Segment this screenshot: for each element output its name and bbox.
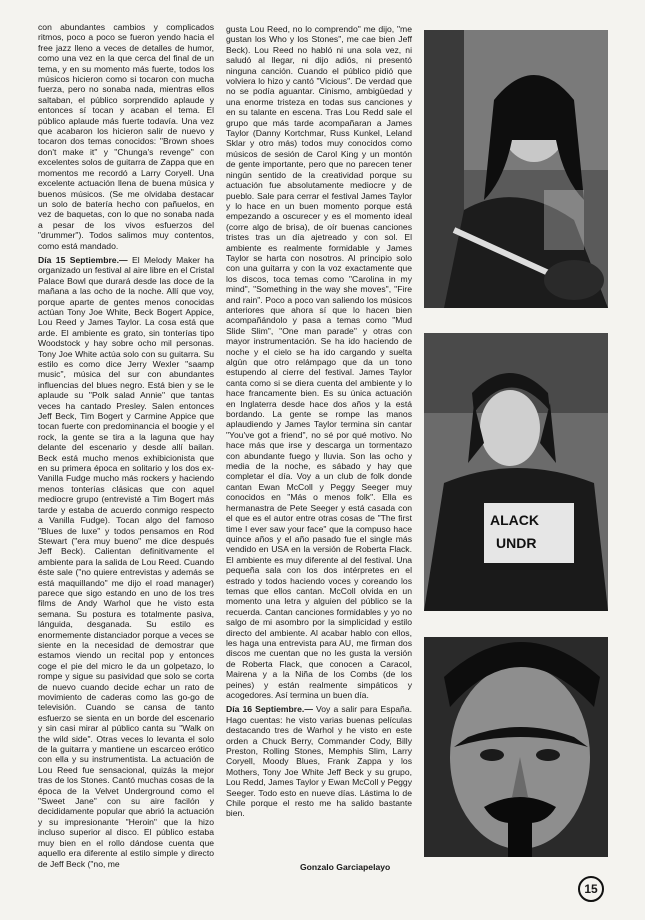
musician-with-guitar-photo xyxy=(424,30,608,308)
paragraph: gusta Lou Reed, no lo comprendo" me dijo, "me gustan los Who y los Stones", me cae bien Jeff Beck). Lou Reed no habló ni una sola vez, ni saludó al llegar, ni dijo adiós, ni presentó ninguna canción. Cuando el público pidió que volviera lo hizo y cantó "Vicious". De verdad que no se podía aguantar. Cinismo, ambigüedad y una enorme tristeza en todas sus canciones y en su talante en escena. Tras Lou Redd sale el grupo que más tarde acompañaran a James Taylor (Danny Kortchmar, Russ Kunkel, Leland Sklar y otro más) todos muy conocidos como músicos de sesión de Carol King y un montón de gente importante, pero que no parecen tener ningún sentido de la creatividad porque su actuación fue absolutamente mediocre y de pueblo. Sale para cerrar el festival James Taylor y lo hace en un buen momento porque está empezando a oscurecer y es el momento ideal (corre algo de brisa), de oír buenas canciones tristes tras un día ajetreado y con sol. El ambiente es realmente formidable y James Taylor se harta con nosotros. Al principio solo con una guitarra y con la voz exactamente que los discos, toca temas como "Carolina in my mind", "Something in the way she moves", "Fire and rain". Poco a poco van saliendo los músicos anteriores que ahora sí que lo hacen bien acompañándolo y pasa a temas como "Mud Slide Slim", "One man parade" y otras con mayor instrumentación. Se ha ido haciendo de noche y el cielo se ha ido cargando y suelta algún que otro relámpago que da un tono estupendo al cierre del festival. James Taylor canta como si se diera cuenta del ambiente y lo hace francamente bien. Es su única actuación en Inglaterra desde hace dos años y la está bordando. La gente se rompe las manos aplaudiendo y James Taylor termina sin cantar "You've got a friend", no sé por qué motivo. No hace más que irse y descarga un tormentazo con abundante fuego y lluvia. Son las ocho y media de la noche, es sábado y hay que completar el día. Voy a un club de folk donde cantan Ewan McColl y Peggy Seeger muy conocidos en "Más o menos folk". Ella es hermanastra de Pete Seeger y está casada con el que es el autor entre otras cosas de "The first time I ever saw your face" que la compuso hace quince años y el año pasado fue el single más vendido en USA en la versión de Roberta Flack. El ambiente es muy diferente al del festival. Una pequeña sala con los dos intérpretes en el estrado y todos haciendo voces y coreando los temas que ellos cantan. McColl olvida en un momento una letra y alguien del público se la recuerda. Cantan canciones formidables y yo no salgo de mi asombro por la simplicidad y estilo directo del ambiente. Al acabar hablo con ellos, les haga una entrevista para AU, me firman dos discos me cuentan que no les gusta la versión de Roberta Flack, que conocen a Caracol, Mairena y a la Niña de los Combs (de los peines) y están realmente simpáticos y acogedores. Así termina un buen día. xyxy=(226,24,412,700)
bearded-man-portrait-photo xyxy=(424,637,608,857)
singer-portrait-photo xyxy=(424,333,608,611)
paragraph: Día 16 Septiembre.— Voy a salir para España. Hago cuentas: he visto varias buenas películas destacando tres de Warhol y he visto en este orden a Chuck Berry, Commander Cody, Billy Preston, Rolling Stones, Memphis Slim, Larry Coryell, Moody Blues, Frank Zappa y los Mothers, Tony Joe White Jeff Beck y su grupo, Lou Redd, James Taylor y Ewan McColl y Peggy Seeger. Todo esto en nueve días. Lástima lo de Chile porque el resto me ha salido bastante bien. xyxy=(226,704,413,819)
date-heading: Día 16 Septiembre.— xyxy=(226,704,313,715)
middle-text-column xyxy=(226,24,412,823)
paragraph: Día 15 Septiembre.— El Melody Maker ha organizado un festival al aire libre en el Cristal Palace Bowl que durará desde las doce de la mañana a las ocho de la noche. Allí que voy, porque aparte de gentes menos conocidas actúan Tony Joe White, Beck Bogert Appice, Lou Reed y James Taylor. La cosa está que arde. El ambiente es grato, sin tonterías tipo Woodstock y hay sobre ocho mil personas. Tony Joe White actúa solo con su guitarra. Su estilo es como dice Jerry Wexler "saamp music", música del sur con abundantes influencias del blues negro. Está bien y se le aplaude su "Polk salad Annie" que tantas veces ha cantado Presley. Salen entonces Jeff Beck, Tim Bogert y Carmine Appice que tocan fuerte con predominancia el boogie y el rock, la gente se tira a la laguna que hay delante del escenario y desde allí bailan. Beck está mucho menos exhibicionista que en su primera época en solitario y los dos ex-Vanilla Fudge mucho más rockers y haciendo menos tonterías clásicas que con aquel mediocre grupo (entrevisté a Tim Bogert más tarde y estaba de acuerdo conmigo respecto a Vanilla Fudge). Tocan algo del famoso "Blues de luxe" y todos pensamos en Rod Stewart ("era muy bueno" me dice después Jeff Beck). Calientan definitivamente el ambiente para la salida de Lou Reed. Cuando éste sale ("no quiere entrevistas y además se está maquillando" me dijo el road manager) parece que sigo estando en uno de los tres films de Andy Warhol que he visto esta semana. Su postura es totalmente pasiva, lánguida, desganada. Su estilo es enormemente distanciador porque a veces se siente en la necesidad de demostrar que estamos viendo un recital pop y entonces coge el pie del micro le da un golpetazo, lo rompe y sigue su pasividad que solo se corta de nuevo cuando decide echar un rato de movimiento de caderas como las go-go de televisión. Cuando se cansa de tanto esfuerzo se sienta en un borde del escenario y sin casi mirar al público canta su "Walk on the wild side". Otras veces lo levanta el solo de la guitarra y mantiene un escarceo erótico con ella y su instrumentista. La actuación de Lou Reed fue sensacional, quizás la mejor tras de los Stones. Cantó muchas cosas de la época de la Velvet Underground como el "Sweet Jane" con su aire facilón y decididamente popular que abrió la actuación y su impresionante "Heroin" que la hizo incluso superior al disco. El público estaba muy bien en el rollo dándose cuenta que aquello era diferente al estilo simple y directo de Jeff Beck ("no, me xyxy=(38,254,214,869)
author-byline: Gonzalo Garciapelayo xyxy=(300,862,391,872)
svg-text:UNDR: UNDR xyxy=(496,535,537,551)
page-number: 15 xyxy=(578,876,604,902)
left-text-column xyxy=(38,22,214,873)
paragraph: con abundantes cambios y complicados ritmos, poco a poco se fueron yendo hacia el free jazz lleno a veces de detalles de humor, como una vez en la que cerca del final de un tema, y en su momento más fuerte, todos los músicos hicieron como si tocaron con mucha fuerza, pero no sonaba nada, mientras ellos saltaban, el público sorprendido aplaude y entonces sí tocan y acaban el tema. El público aplaude más fuerte todavía. Una vez que acabaron los hicieron salir de nuevo y tocaron dos temas conocidos: "Brown shoes don't make it" y "Chunga's revenge" con excelentes solos de guitarra de Zappa que en momentos me recordó a Larry Coryell. Una excelente actuación llena de buena música y buenos músicos. (Se me olvidaba destacar un solo de batería hecho con pañuelos, en vez de baquetas, con lo que no sonaba nada a pesar de los vivos esfuerzos del "drummer"). Todos salimos muy contentos, como está mandado. xyxy=(38,22,214,251)
svg-text:ALACK: ALACK xyxy=(490,512,539,528)
date-heading: Día 15 Septiembre.— xyxy=(38,254,128,265)
